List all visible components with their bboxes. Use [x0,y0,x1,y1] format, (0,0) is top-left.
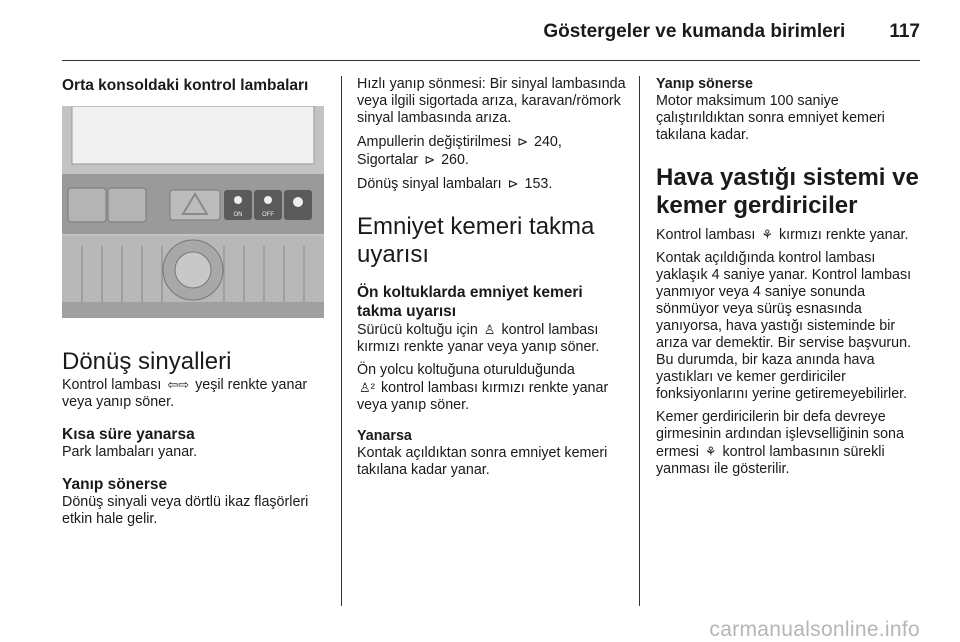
passenger-seatbelt-icon: ♙² [359,380,375,395]
turn-arrows-icon: ⇦⇨ [167,377,190,392]
heading-lit: Yanarsa [357,428,412,444]
page-header [543,14,920,50]
text-airbag-check: Kontak açıldığında kontrol lambası yaklaşık 4 saniye yanar. Kontrol lambası yanmıyor veya 4 saniye sonunda sönmüyor veya sürüş esnasında yanıyorsa, hava yastığı sisteminde bir arıza var demektir. Bir servise başvurun. Bu durumda, bir kaza anında hava yastıkları ve kemer gerdiriciler fonksiyonlarını yerine getiremeyebilirler. [656,250,912,402]
column-1 [62,76,324,528]
heading-short-lit: Kısa süre yanarsa [62,426,195,443]
turn-signal-intro: Kontrol lambası ⇦⇨ yeşil renkte yanar veya yanıp söner. [62,377,308,410]
text-short-lit: Park lambaları yanar. [62,444,198,460]
watermark: carmanualsonline.info [709,618,920,641]
title-seatbelt-reminder: Emniyet kemeri takma uyarısı [357,213,595,268]
column-divider-1 [341,76,342,606]
text-pretensioner: Kemer gerdiricilerin bir defa devreye girmesinin ardından işlevselliğinin sona ermesi ⚘ kontrol lambasının sürekli yanması ile gösterilir. [656,409,904,477]
column-2 [357,76,627,479]
figure-off-label: OFF [262,212,274,218]
text-blink-seatbelt: Motor maksimum 100 saniye çalıştırıldıktan sonra emniyet kemeri takılana kadar. [656,93,885,143]
reference-arrow-icon: ⊳ [424,152,436,167]
header-rule [62,60,920,61]
heading-blink-seatbelt: Yanıp sönerse [656,76,753,92]
reference-bulbs-fuses: Ampullerin değiştirilmesi ⊳ 240, Sigortalar ⊳ 260. [357,134,562,168]
reference-turn-lamps: Dönüş sinyal lambaları ⊳ 153. [357,176,553,192]
header-title: Göstergeler ve kumanda birimleri [543,21,846,42]
page-number: 117 [889,21,920,42]
column-3 [656,76,924,478]
text-driver-seat: Sürücü koltuğu için ♙ kontrol lambası kırmızı renkte yanar veya yanıp söner. [357,322,600,355]
airbag-icon: ⚘ [761,227,773,242]
title-turn-signals: Dönüş sinyalleri [62,348,232,375]
reference-arrow-icon: ⊳ [517,134,529,149]
text-airbag-lamp: Kontrol lambası ⚘ kırmızı renkte yanar. [656,227,909,243]
reference-arrow-icon: ⊳ [507,176,519,191]
text-lit: Kontak açıldıktan sonra emniyet kemeri takılana kadar yanar. [357,445,608,478]
heading-front-seat-reminder: Ön koltuklarda emniyet kemeri takma uyarısı [357,284,583,320]
text-fast-blink: Hızlı yanıp sönmesi: Bir sinyal lambasında veya ilgili sigortada arıza, karavan/römork sinyal lambasında arıza. [357,76,626,126]
figure-on-label: ON [233,212,243,218]
console-figure [62,106,324,318]
text-blinking: Dönüş sinyali veya dörtlü ikaz flaşörleri etkin hale gelir. [62,494,309,527]
title-airbag-system: Hava yastığı sistemi ve kemer gerdiriciler [656,164,919,219]
console-illustration [62,106,324,318]
seatbelt-icon: ♙ [483,322,496,337]
section-title-console-lamps: Orta konsoldaki kontrol lambaları [62,77,309,94]
heading-blinking: Yanıp sönerse [62,476,168,493]
text-passenger-seat: Ön yolcu koltuğuna oturulduğunda ♙² kontrol lambası kırmızı renkte yanar veya yanıp söner. [357,362,609,413]
column-divider-2 [639,76,640,606]
airbag-icon: ⚘ [704,444,717,459]
